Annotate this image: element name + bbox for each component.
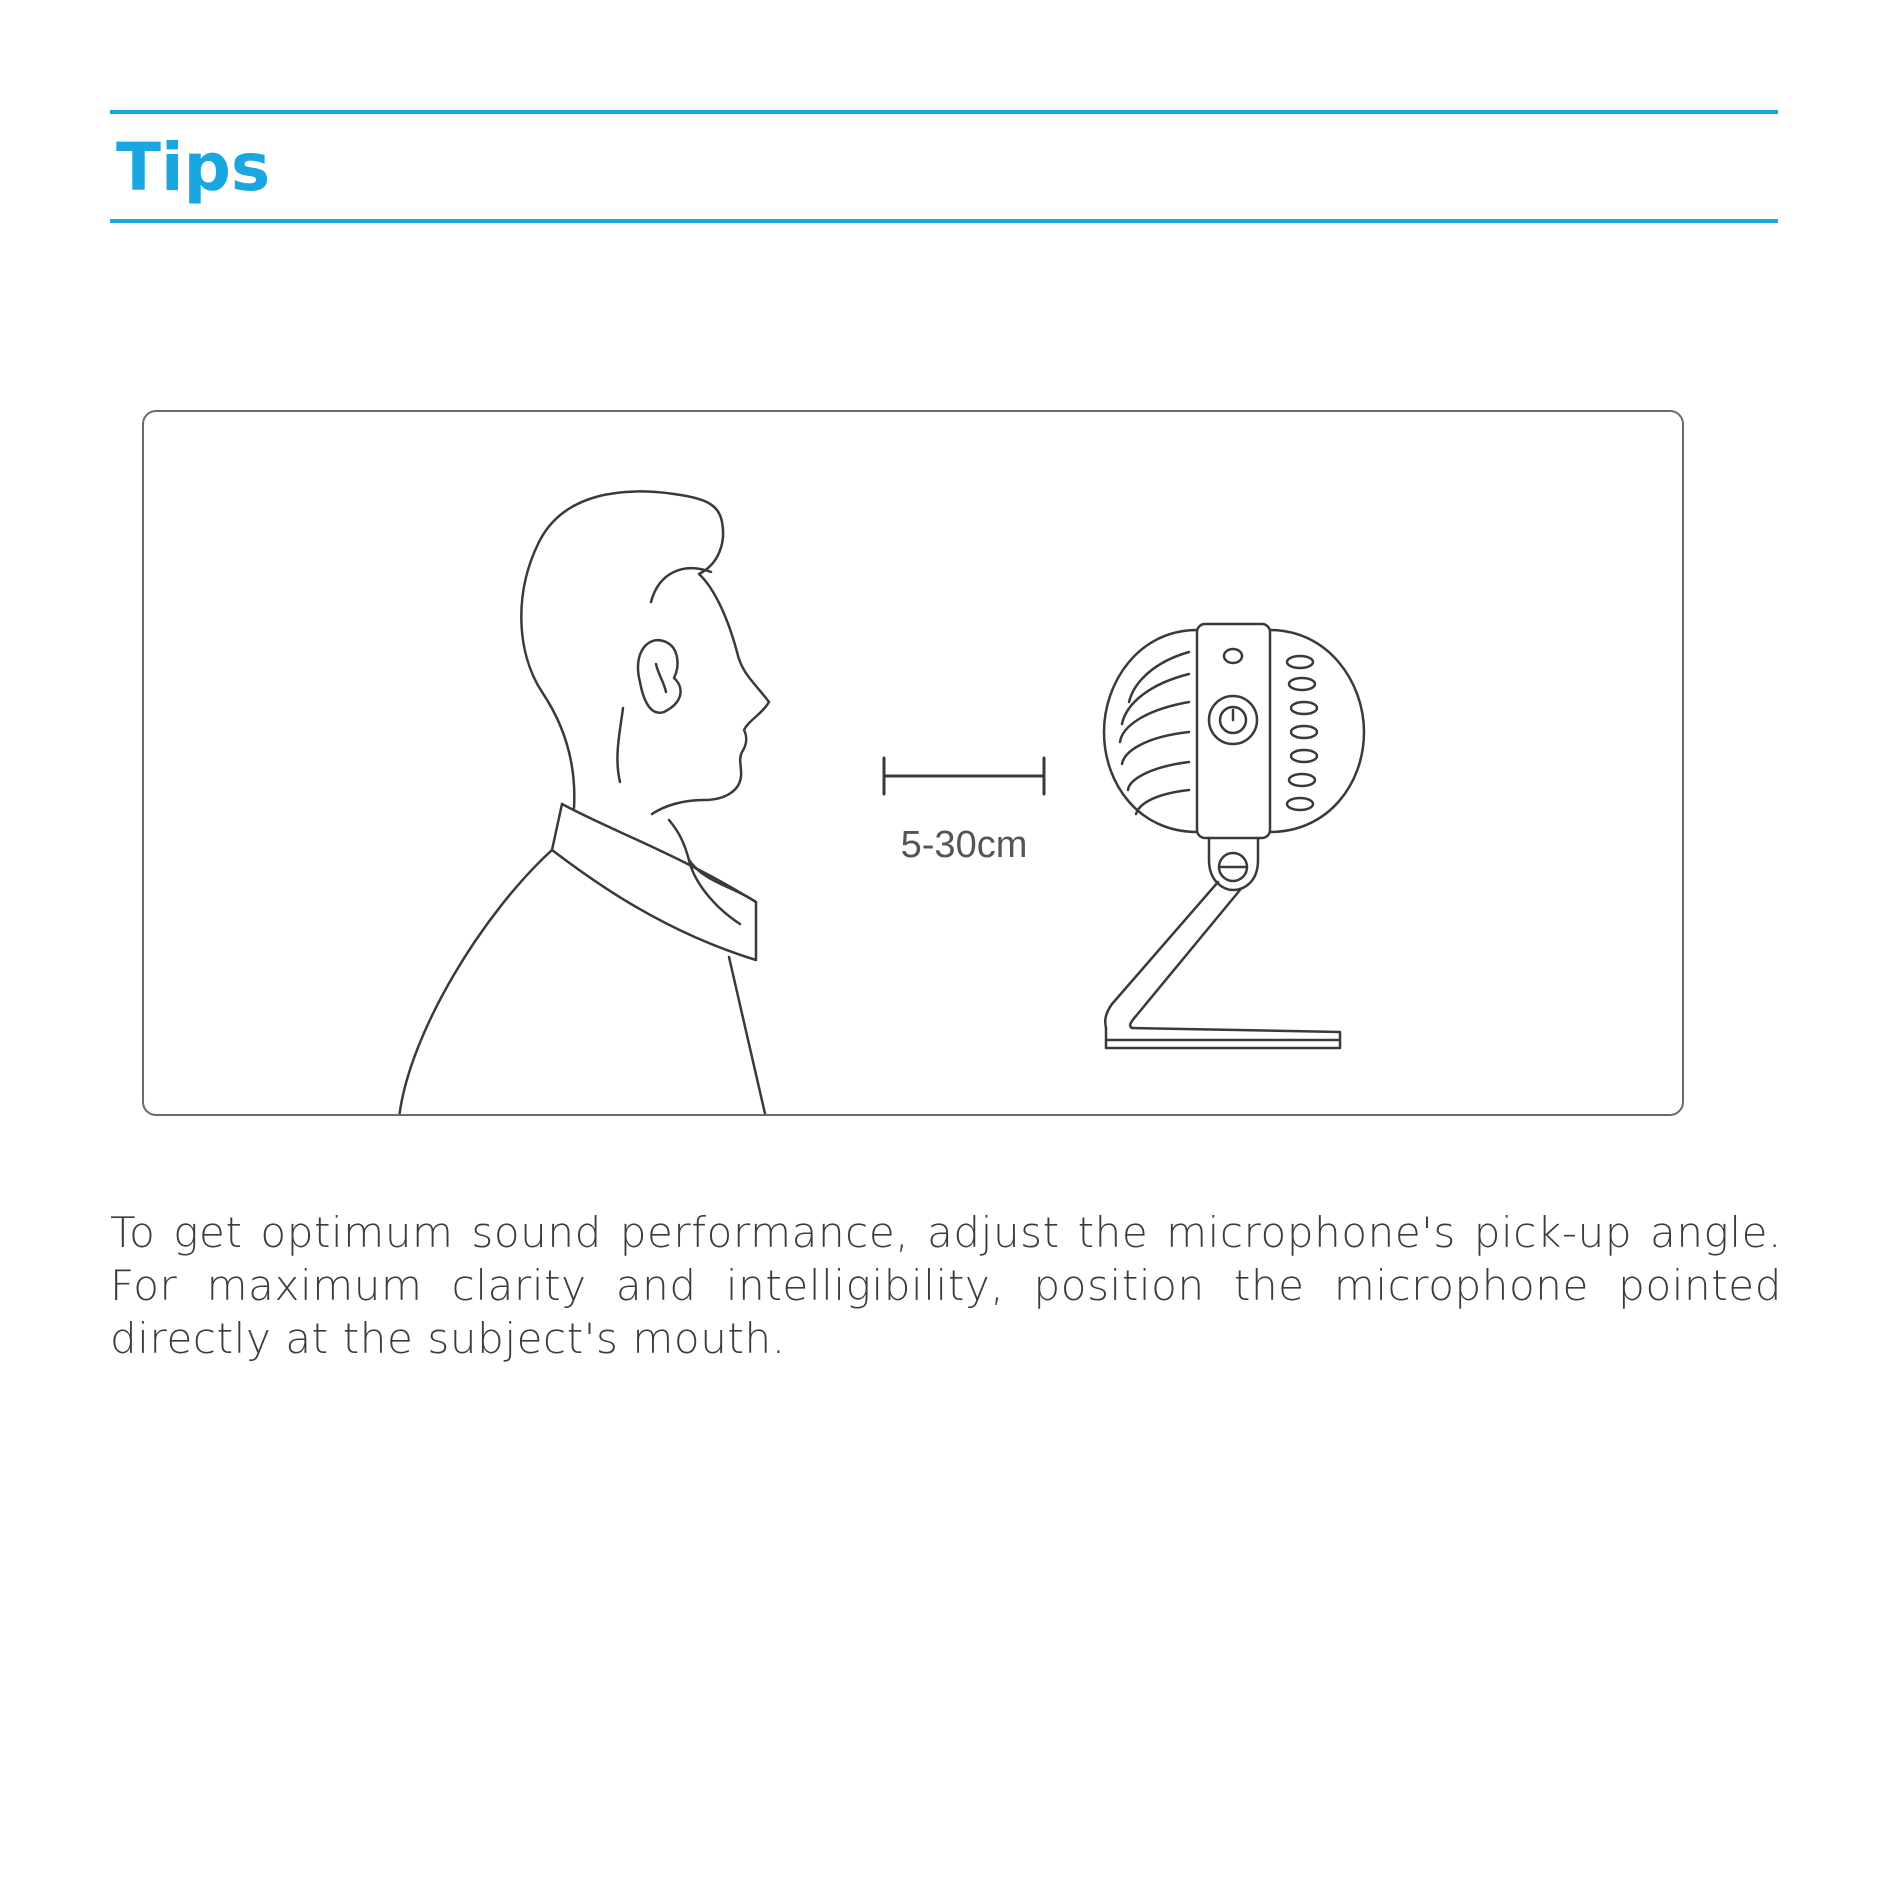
illustration-panel <box>142 410 1684 1116</box>
distance-indicator-icon <box>884 758 1044 794</box>
header-rule-bottom <box>110 219 1778 223</box>
illustration-svg <box>144 412 1684 1116</box>
person-profile-icon <box>399 491 769 1116</box>
distance-label: 5-30cm <box>900 824 1028 866</box>
tip-paragraph: To get optimum sound performance, adjust the microphone's pick-up angle. For maximum clarity and intelligibility, position the microphone pointed directly at the subject's mouth. <box>110 1208 1782 1363</box>
microphone-icon <box>1104 624 1364 1048</box>
page-title: Tips <box>116 129 271 206</box>
header-rule-top <box>110 110 1778 114</box>
